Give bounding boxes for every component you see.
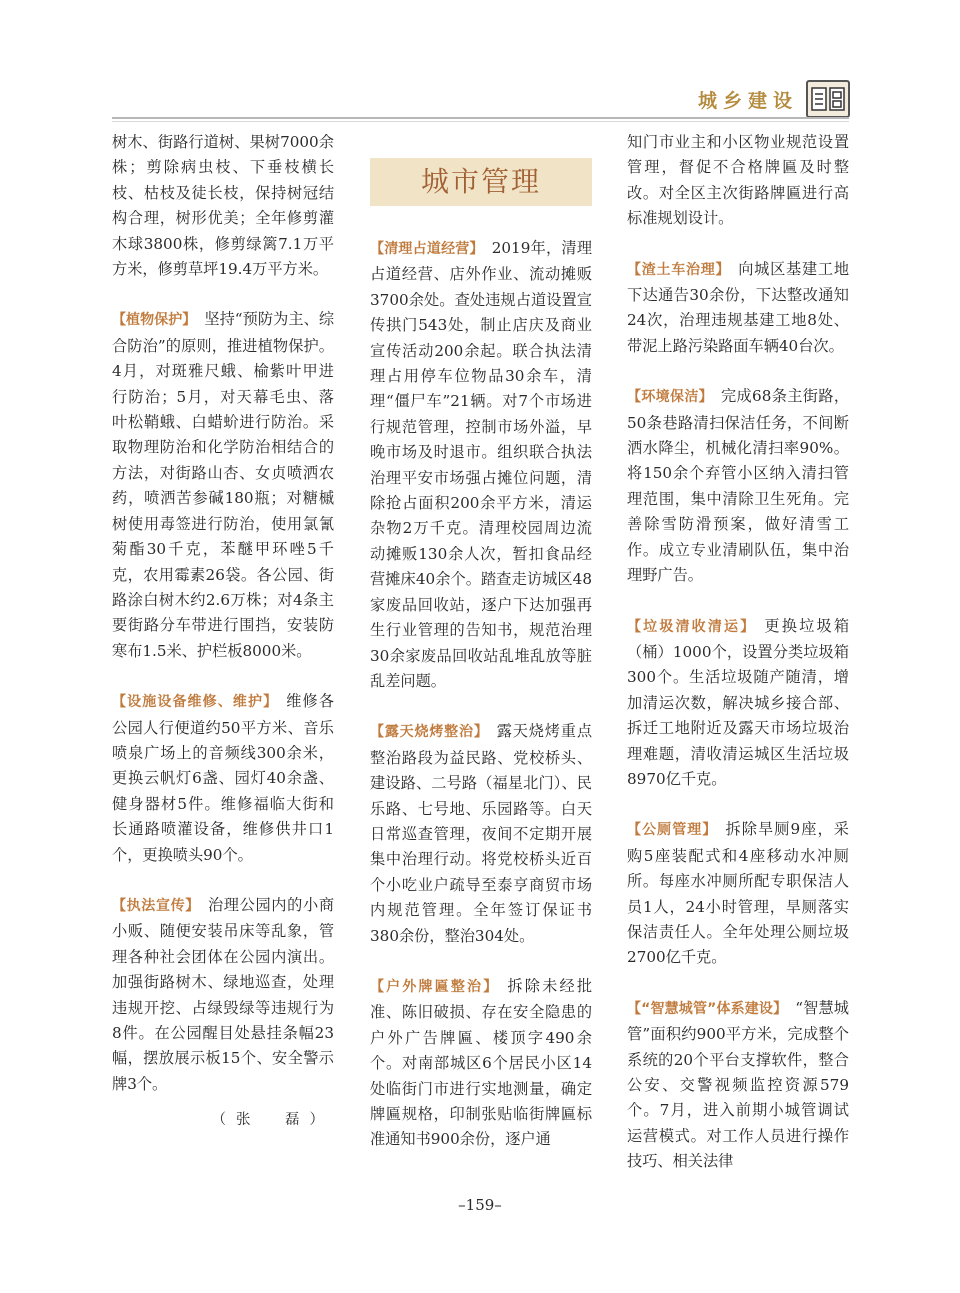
paragraph-text: 露天烧烤重点整治路段为益民路、党校桥头、建设路、二号路（福星北门）、民乐路、七号地、乐园路等。白天日常巡查管理，夜间不定期开展集中治理行动。将党校桥头近百个小吃业户疏导至泰亨商贸市场内规范管理。全年签订保证书380余份，整治304处。	[370, 722, 593, 945]
paragraph-muck-trucks	[627, 257, 849, 360]
header-divider	[112, 117, 849, 119]
paragraph-cleaning	[627, 384, 849, 588]
paragraph-intro	[112, 130, 334, 282]
logo-icon	[806, 80, 850, 118]
paragraph-continued	[627, 130, 849, 232]
paragraph-tag: 【设施设备维修、维护】	[112, 694, 279, 711]
paragraph-facility	[112, 689, 334, 868]
paragraph-law	[112, 893, 334, 1097]
section-title: 城乡建设	[697, 90, 798, 112]
paragraph-text: 维修各公园人行便道约50平方米、音乐喷泉广场上的音频线300余米，更换云帆灯6盏、园灯40余盏、健身器材5件。维修福临大街和长通路喷灌设备，维修供井口1个，更换喷头90个。	[112, 692, 335, 864]
paragraph-tag: 【垃圾清收清运】	[627, 618, 757, 635]
paragraph-text: 2019年，清理占道经营、店外作业、流动摊贩3700余处。查处违规占道设置宣传拱门543处，制止店庆及商业宣传活动200余起。联合执法清理占用停车位物品30余车，清理“僵尸车”21辆。对7个市场进行规范管理，控制市场外溢，早晚市场及时退市。组织联合执法治理平安市场强占摊位问题，清除抢占面积200余平方米，清运杂物2万千克。清理校园周边流动摊贩130余人次，暂扣食品经营摊床40余个。踏查走访城区48家废品回收站，逐户下达加强再生行业管理的告知书，规范治理30余家废品回收站乱堆乱放等脏乱差问题。	[370, 239, 592, 690]
paragraph-text: “智慧城管”面积约900平方米，完成整个系统的20个平台支撑软件，整合公安、交警视频监控资源579个。7月，进入前期小城管调试运营模式。对工作人员进行操作技巧、相关法律	[627, 998, 849, 1171]
paragraph-text: 树木、街路行道树、果树7000余株；剪除病虫枝、下垂枝横长枝、枯枝及徒长枝，保持树冠结构合理，树形优美；全年修剪灌木球3800株，修剪绿篱7.1万平方米，修剪草坪19.4万平方米。	[112, 133, 334, 279]
section-heading: 城市管理	[370, 158, 592, 206]
paragraph-tag: 【执法宣传】	[112, 897, 200, 914]
paragraph-tag: 【户外牌匾整治】	[370, 978, 500, 995]
paragraph-plant-protection	[112, 307, 334, 664]
paragraph-signboards	[370, 974, 592, 1153]
paragraph-text: 知门市业主和小区物业规范设置管理，督促不合格牌匾及时整改。对全区主次街路牌匾进行高标准规划设计。	[627, 133, 849, 228]
column-middle	[370, 130, 592, 1178]
paragraph-tag: 【露天烧烤整治】	[370, 724, 489, 741]
page-header	[0, 0, 960, 130]
paragraph-bbq	[370, 719, 592, 949]
paragraph-text: 坚持“预防为主、综合防治”的原则，推进植物保护。4月，对斑雅尺蛾、榆紫叶甲进行防治；5月，对天幕毛虫、落叶松鞘蛾、白蜡蚧进行防治。采取物理防治和化学防治相结合的方法，对街路山杏、女贞喷洒农药，喷洒苦参碱180瓶；对糖槭树使用毒签进行防治，使用氯氰菊酯30千克，苯醚甲环唑5千克，农用霉素26袋。各公园、街路涂白树木约2.6万株；对4条主要街路分车带进行围挡，安装防寒布1.5米、护栏板8000米。	[112, 310, 335, 660]
paragraph-text: 拆除未经批准、陈旧破损、存在安全隐患的户外广告牌匾、楼顶字490余个。对南部城区6个居民小区14处临街门市进行实地测量，确定牌匾规格，印制张贴临街牌匾标准通知书900余份，逐户通	[370, 976, 592, 1149]
paragraph-text: 更换垃圾箱（桶）1000个，设置分类垃圾箱300个。生活垃圾随产随清，增加清运次数，解决城乡接合部、拆迁工地附近及露天市场垃圾治理难题，清收清运城区生活垃圾8970亿千克。	[627, 616, 849, 788]
paragraph-smart-city	[627, 996, 849, 1175]
paragraph-tag: 【清理占道经营】	[370, 241, 484, 257]
paragraph-tag: 【环境保洁】	[627, 389, 714, 406]
paragraph-garbage	[627, 614, 849, 793]
paragraph-text: 完成68条主街路，50条巷路清扫保洁任务，不间断洒水降尘，机械化清扫率90%。将150余个弃管小区纳入清扫管理范围，集中清除卫生死角。完善除雪防滑预案，做好清雪工作。成立专业清刷队伍，集中治理野广告。	[627, 387, 850, 585]
paragraph-tag: 【“智慧城管”体系建设】	[627, 1000, 788, 1017]
paragraph-tag: 【渣土车治理】	[627, 261, 731, 278]
paragraph-tag: 【公厕管理】	[627, 822, 718, 839]
paragraph-tag: 【植物保护】	[112, 312, 197, 329]
header-divider-thin	[112, 121, 849, 122]
column-right	[627, 130, 849, 1200]
paragraph-text: 治理公园内的小商小贩、随便安装吊床等乱象，管理各种社会团体在公园内演出。加强街路树木、绿地巡查，处理违规开挖、占绿毁绿等违规行为8件。在公园醒目处悬挂条幅23幅，摆放展示板15个、安全警示牌3个。	[112, 895, 335, 1093]
paragraph-road-occupation	[370, 236, 592, 694]
paragraph-text: 向城区基建工地下达通告30余份，下达整改通知24次，治理违规基建工地8处、带泥上路污染路面车辆40台次。	[627, 259, 850, 355]
author-credit: （张 磊）	[211, 1112, 334, 1129]
paragraph-text: 拆除旱厕9座，采购5座装配式和4座移动水冲厕所。每座水冲厕所配专职保洁人员1人，24小时管理，旱厕落实保洁责任人。全年处理公厕垃圾2700亿千克。	[627, 820, 849, 967]
page-number: –159–	[458, 1196, 502, 1214]
paragraph-toilets	[627, 817, 849, 970]
column-left	[112, 130, 334, 1134]
